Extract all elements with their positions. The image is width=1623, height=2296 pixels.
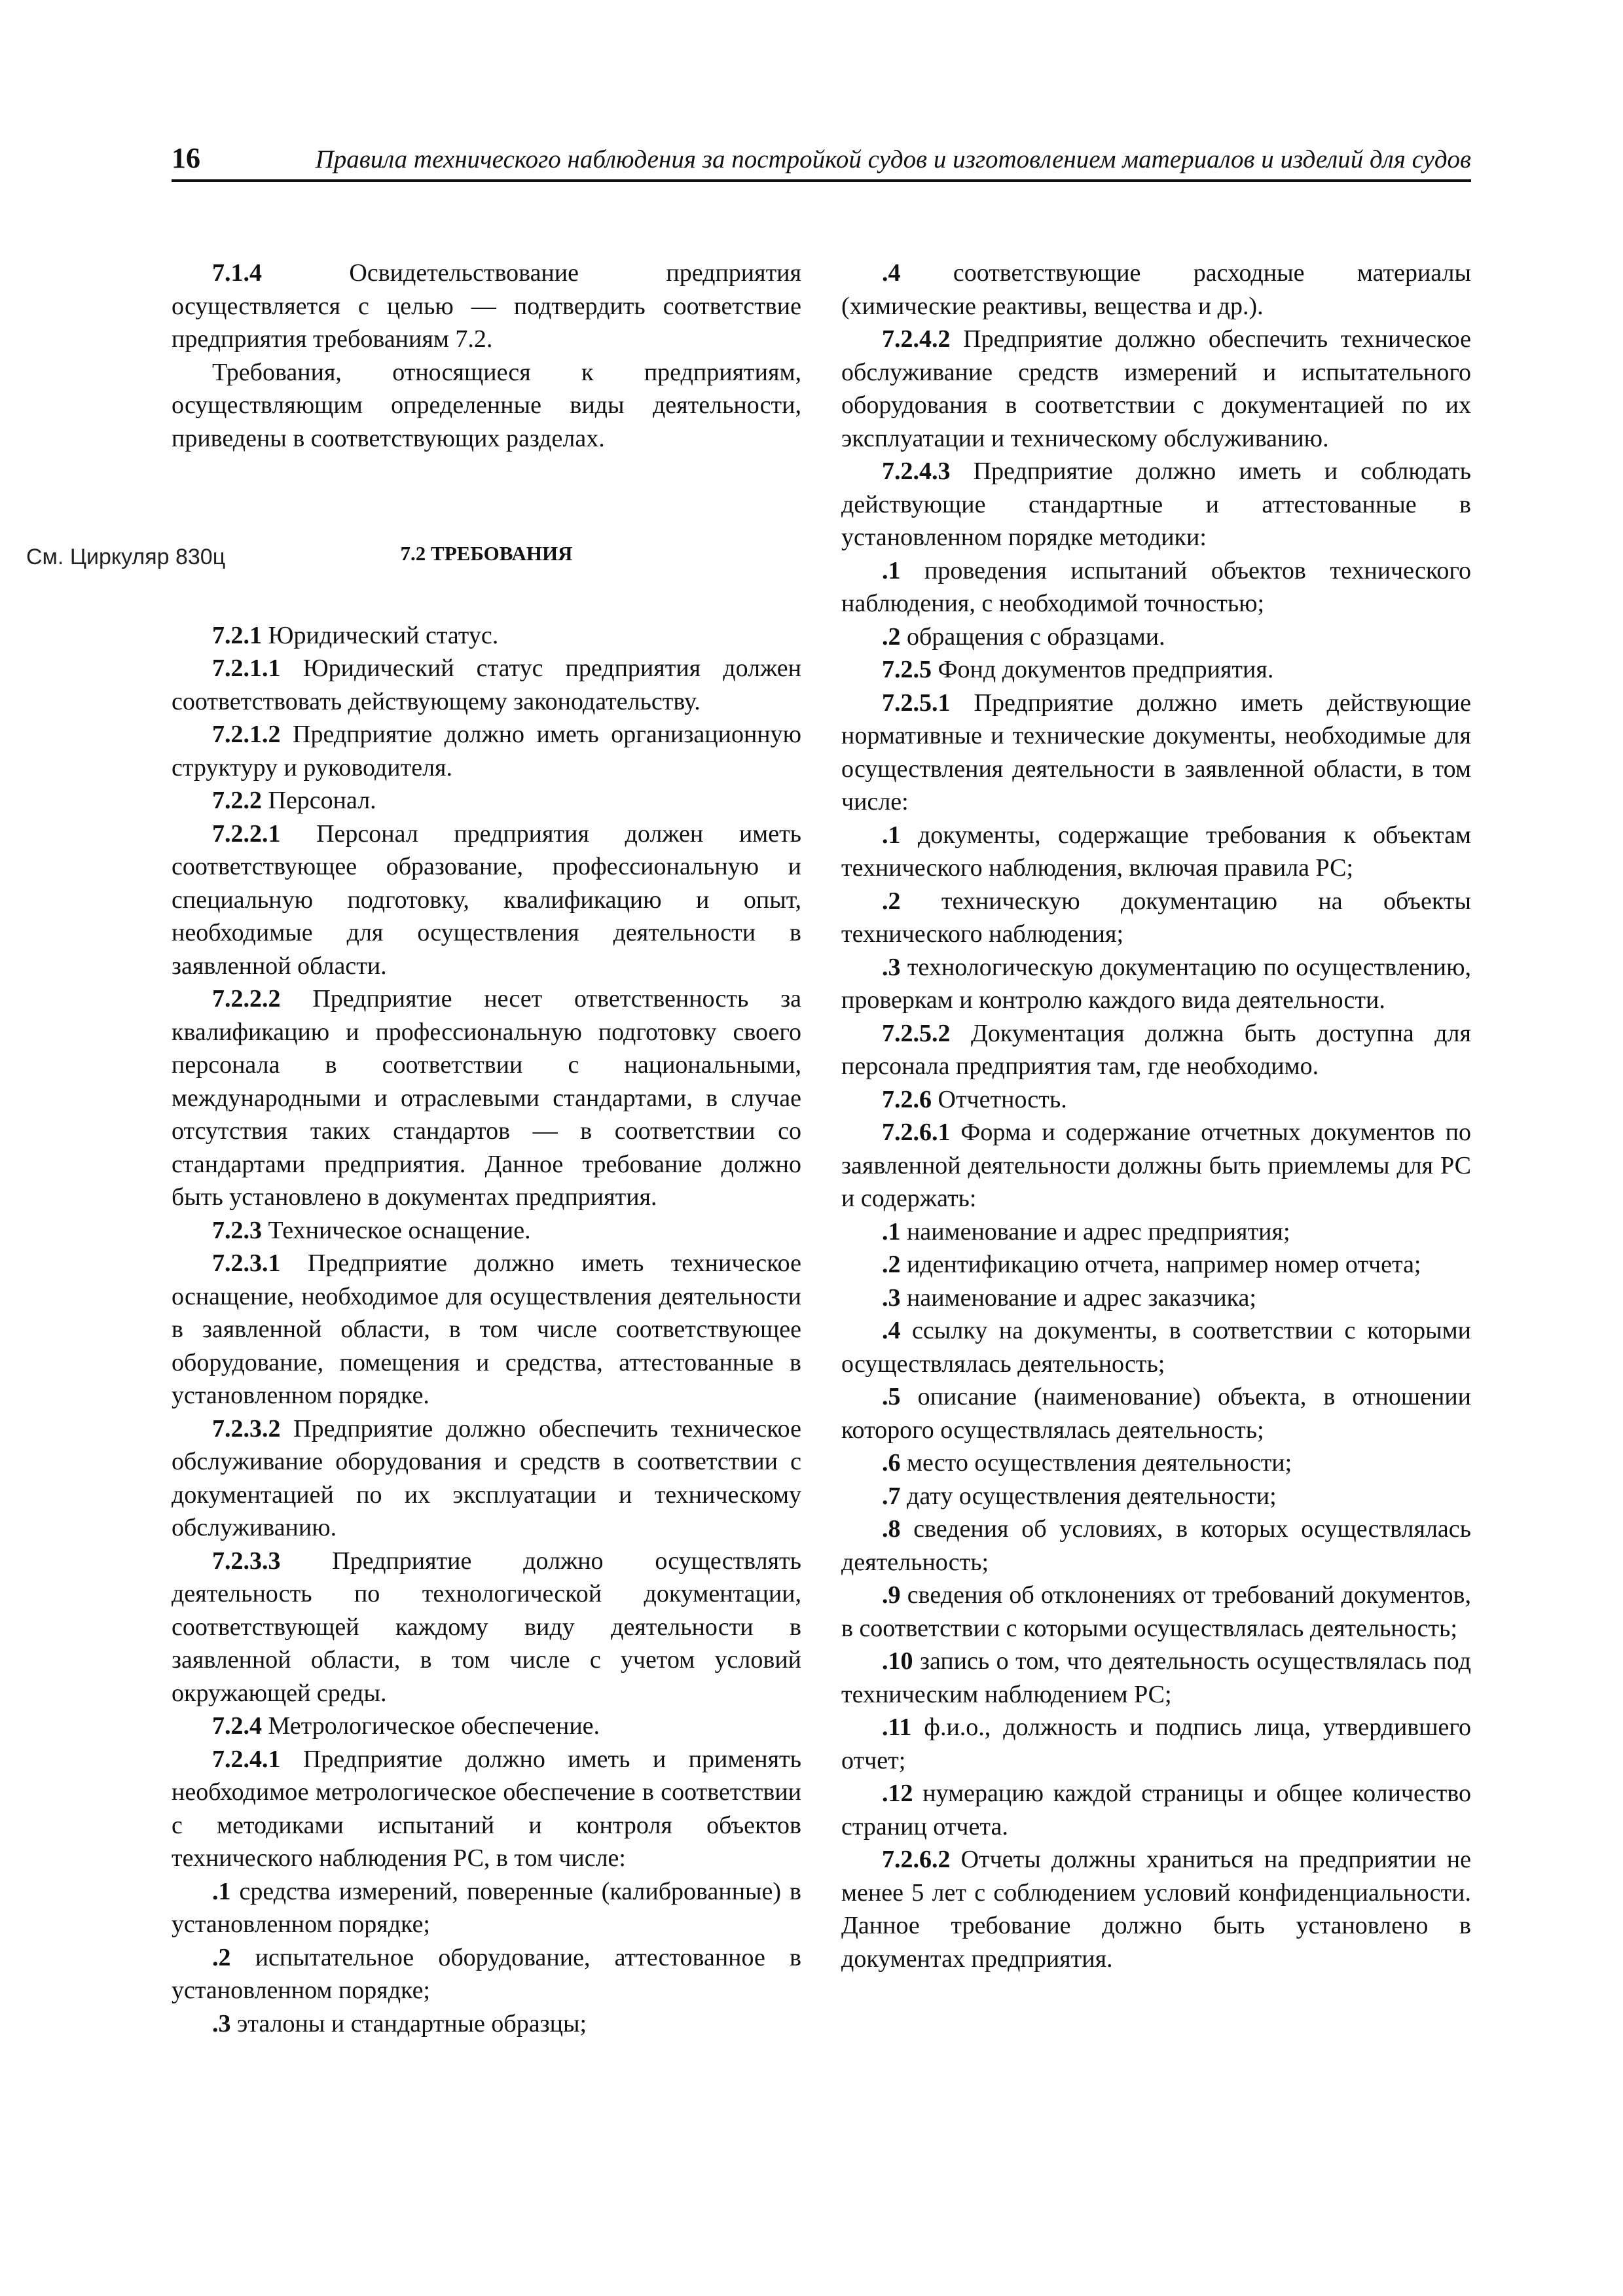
item-number: .2: [212, 1943, 231, 1971]
paragraph: [172, 652, 801, 718]
item-text: нумерацию каждой страницы и общее количество страниц отчета.: [841, 1780, 1471, 1840]
paragraph: [841, 1083, 1471, 1117]
paragraph-text: Техническое оснащение.: [262, 1216, 531, 1244]
paragraph-text: Предприятие должно иметь действующие нормативные и технические документы, необходимые для осуществления деятельности в заявленной области, в том числе:: [841, 689, 1471, 816]
right-column: [841, 257, 1471, 2089]
paragraph-text: Форма и содержание отчетных документов по заявленной деятельности должны быть приемлемы для РС и содержать:: [841, 1119, 1471, 1212]
header-rule: [172, 179, 1471, 182]
item-number: .3: [882, 953, 901, 981]
section-heading: 7.2 ТРЕБОВАНИЯ: [400, 542, 573, 565]
paragraph-text: Юридический статус предприятия должен соответствовать действующему законодательству.: [172, 655, 801, 715]
spacer: [172, 571, 801, 619]
paragraph: [841, 1017, 1471, 1083]
clause-number: 7.2.6.2: [882, 1846, 951, 1873]
clause-number: 7.2.2.2: [212, 985, 281, 1013]
paragraph: [841, 323, 1471, 455]
clause-number: 7.2.3: [212, 1216, 262, 1244]
paragraph-text: Предприятие должно иметь техническое оснащение, необходимое для осуществления деятельности в заявленной области, в том числе соответствующее оборудование, помещения и средства, аттестованные в установленном порядке.: [172, 1249, 801, 1409]
paragraph: [841, 1116, 1471, 1215]
paragraph-text: Персонал.: [262, 787, 376, 814]
item-number: .2: [882, 622, 901, 651]
list-item: [841, 620, 1471, 654]
item-number: .12: [882, 1780, 913, 1807]
list-item: [841, 1215, 1471, 1249]
item-text: дату осуществления деятельности;: [900, 1482, 1277, 1510]
paragraph: [172, 718, 801, 784]
item-number: .4: [882, 1317, 901, 1344]
margin-note: См. Циркуляр 830ц: [26, 545, 226, 569]
item-number: .1: [882, 556, 901, 584]
item-text: описание (наименование) объекта, в отношении которого осуществлялась деятельность;: [841, 1383, 1471, 1444]
paragraph: [172, 1214, 801, 1247]
clause-number: 7.2.6: [882, 1085, 932, 1113]
list-item: [841, 1446, 1471, 1480]
item-text: ф.и.о., должность и подпись лица, утвердившего отчет;: [841, 1713, 1471, 1774]
list-item: [841, 1282, 1471, 1315]
list-item: [172, 1875, 801, 1941]
clause-number: 7.2.6.1: [882, 1119, 951, 1146]
list-item: [841, 1380, 1471, 1446]
spacer: [172, 455, 801, 537]
paragraph-text: Документация должна быть доступна для персонала предприятия там, где необходимо.: [841, 1019, 1471, 1080]
list-item: [841, 554, 1471, 620]
item-text: документы, содержащие требования к объектам технического наблюдения, включая правила РС;: [841, 821, 1471, 882]
page-number: 16: [172, 142, 200, 174]
list-item: [841, 1711, 1471, 1777]
item-text: запись о том, что деятельность осуществлялась под техническим наблюдением РС;: [841, 1647, 1471, 1708]
clause-number: 7.2.1.2: [212, 721, 281, 748]
item-text: обращения с образцами.: [900, 622, 1165, 651]
item-number: .1: [882, 1217, 901, 1246]
item-number: .6: [882, 1449, 901, 1477]
item-number: .1: [212, 1877, 231, 1905]
paragraph-text: Отчетность.: [932, 1085, 1067, 1113]
paragraph: [172, 619, 801, 653]
item-text: соответствующие расходные материалы (химические реактивы, вещества и др.).: [841, 259, 1471, 320]
list-item: [841, 885, 1471, 951]
list-item: [841, 951, 1471, 1017]
paragraph: [172, 817, 801, 983]
clause-number: 7.2.5: [882, 656, 932, 683]
list-item: [841, 1480, 1471, 1513]
item-number: .2: [882, 887, 901, 915]
item-text: ссылку на документы, в соответствии с которыми осуществлялась деятельность;: [841, 1317, 1471, 1378]
paragraph-text: Фонд документов предприятия.: [932, 656, 1274, 683]
item-text: эталоны и стандартные образцы;: [230, 2009, 587, 2037]
paragraph-text: Предприятие должно иметь организационную структуру и руководителя.: [172, 721, 801, 781]
item-number: .1: [882, 821, 901, 849]
list-item: [841, 1248, 1471, 1282]
left-column: [172, 257, 801, 2089]
paragraph: [172, 784, 801, 817]
clause-number: 7.2.5.2: [882, 1019, 951, 1047]
paragraph-text: Требования, относящиеся к предприятиям, осуществляющим определенные виды деятельности, приведены в соответствующих разделах.: [172, 358, 801, 452]
paragraph: [172, 356, 801, 456]
item-text: сведения об отклонениях от требований документов, в соответствии с которыми осуществлялась деятельность;: [841, 1581, 1471, 1642]
clause-number: 7.2.3.1: [212, 1249, 281, 1277]
item-text: сведения об условиях, в которых осуществлялась деятельность;: [841, 1515, 1471, 1576]
item-text: наименование и адрес предприятия;: [900, 1217, 1290, 1246]
paragraph-text: Персонал предприятия должен иметь соответствующее образование, профессиональную и специальную подготовку, квалификацию и опыт, необходимые для осуществления деятельности в заявленной области.: [172, 819, 801, 980]
clause-number: 7.1.4: [212, 259, 262, 287]
paragraph-text: Юридический статус.: [262, 621, 499, 649]
paragraph: [172, 257, 801, 356]
paragraph-text: Метрологическое обеспечение.: [262, 1712, 600, 1740]
list-item: [841, 1513, 1471, 1579]
paragraph-text: Предприятие должно обеспечить техническое обслуживание оборудования и средств в соответствии с документацией по их эксплуатации и техническому обслуживанию.: [172, 1414, 801, 1541]
list-item: [841, 257, 1471, 323]
paragraph: [172, 1545, 801, 1710]
clause-number: 7.2.4.3: [882, 457, 951, 485]
paragraph-text: Предприятие должно иметь и применять необходимое метрологическое обеспечение в соответствии с методиками испытаний и контроля объектов технического наблюдения РС, в том числе:: [172, 1745, 801, 1872]
paragraph: [172, 1412, 801, 1545]
item-number: .10: [882, 1647, 913, 1675]
list-item: [841, 1579, 1471, 1645]
item-number: .3: [882, 1283, 901, 1312]
item-text: техническую документацию на объекты технического наблюдения;: [841, 887, 1471, 948]
list-item: [172, 1941, 801, 2007]
item-text: наименование и адрес заказчика;: [900, 1283, 1256, 1312]
paragraph: [841, 653, 1471, 687]
item-number: .3: [212, 2009, 231, 2037]
item-number: .11: [882, 1713, 912, 1741]
item-text: проведения испытаний объектов технического наблюдения, с необходимой точностью;: [841, 556, 1471, 617]
item-number: .2: [882, 1251, 901, 1278]
item-number: .8: [882, 1515, 901, 1543]
paragraph-text: Предприятие несет ответственность за квалификацию и профессиональную подготовку своего персонала в соответствии с национальными, международными и отраслевыми стандартами, в случае отсутствия таких стандартов — в соответствии со стандартами предприятия. Данное требование должно быть установлено в документах предприятия.: [172, 985, 801, 1211]
item-text: технологическую документацию по осуществлению, проверкам и контролю каждого вида деятельности.: [841, 953, 1471, 1014]
clause-number: 7.2.4.1: [212, 1745, 281, 1773]
item-text: испытательное оборудование, аттестованное в установленном порядке;: [172, 1943, 801, 2004]
clause-number: 7.2.4.2: [882, 325, 951, 353]
clause-number: 7.2.2: [212, 787, 262, 814]
paragraph-text: Отчеты должны храниться на предприятии не менее 5 лет с соблюдением условий конфиденциальности. Данное требование должно быть установлено в документах предприятия.: [841, 1846, 1471, 1973]
clause-number: 7.2.1: [212, 621, 262, 649]
paragraph: [172, 1710, 801, 1743]
item-text: средства измерений, поверенные (калиброванные) в установленном порядке;: [172, 1877, 801, 1938]
clause-number: 7.2.2.1: [212, 819, 281, 848]
paragraph: [841, 687, 1471, 819]
item-number: .9: [882, 1581, 901, 1609]
item-text: место осуществления деятельности;: [900, 1449, 1292, 1477]
clause-number: 7.2.5.1: [882, 689, 951, 717]
clause-number: 7.2.1.1: [212, 655, 281, 682]
list-item: [841, 1314, 1471, 1380]
item-text: идентификацию отчета, например номер отчета;: [900, 1251, 1421, 1278]
paragraph: [172, 1743, 801, 1875]
item-number: .4: [882, 259, 901, 287]
paragraph-text: Предприятие должно осуществлять деятельность по технологической документации, соответствующей каждому виду деятельности в заявленной области, в том числе с учетом условий окружающей среды.: [172, 1547, 801, 1707]
paragraph: [841, 1843, 1471, 1975]
paragraph: [172, 1247, 801, 1412]
item-number: .7: [882, 1482, 901, 1510]
list-item: [841, 1777, 1471, 1843]
page-header: [172, 139, 1471, 178]
list-item: [172, 2007, 801, 2041]
list-item: [841, 1645, 1471, 1711]
list-item: [841, 819, 1471, 885]
clause-number: 7.2.3.2: [212, 1414, 281, 1443]
running-title: Правила технического наблюдения за постройкой судов и изготовлением материалов и изделий для судов: [315, 145, 1471, 173]
item-number: .5: [882, 1383, 901, 1410]
paragraph-text: Предприятие должно обеспечить техническое обслуживание средств измерений и испытательного оборудования в соответствии с документацией по их эксплуатации и техническому обслуживанию.: [841, 325, 1471, 452]
clause-number: 7.2.4: [212, 1712, 262, 1740]
paragraph: [841, 455, 1471, 554]
paragraph-text: Освидетельствование предприятия осуществляется с целью — подтвердить соответствие предприятия требованиям 7.2.: [172, 259, 801, 353]
paragraph: [172, 982, 801, 1214]
paragraph-text: Предприятие должно иметь и соблюдать действующие стандартные и аттестованные в установленном порядке методики:: [841, 457, 1471, 551]
clause-number: 7.2.3.3: [212, 1547, 281, 1575]
